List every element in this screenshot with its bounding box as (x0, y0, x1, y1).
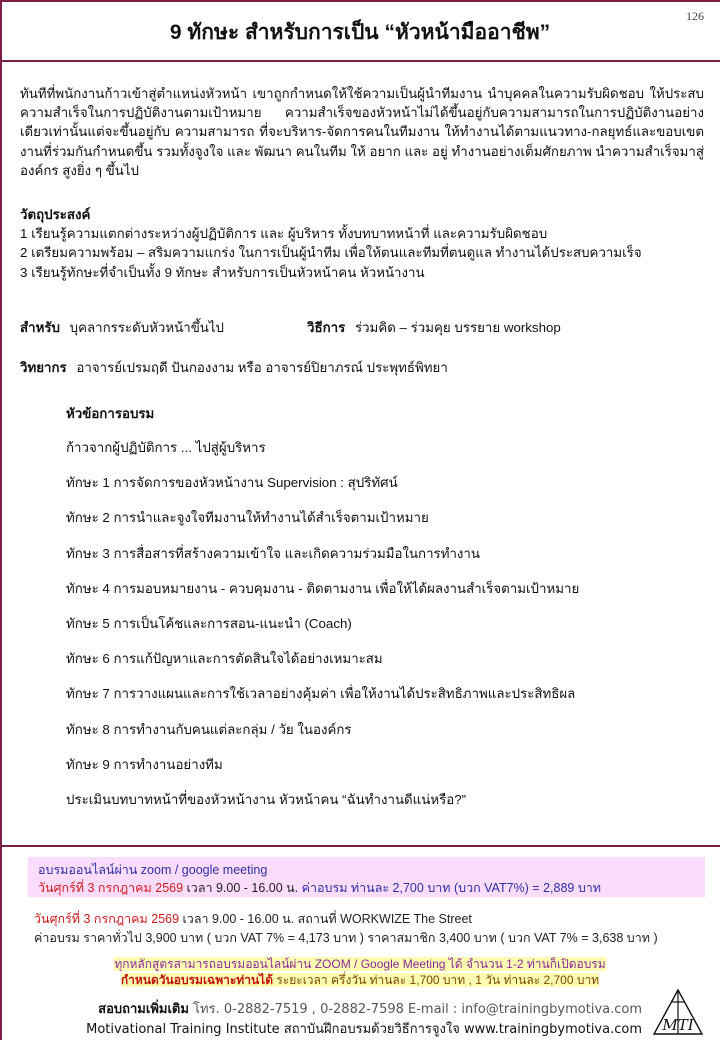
topic-item: ทักษะ 9 การทำงานอย่างทีม (66, 756, 223, 772)
topic-item: ทักษะ 8 การทำงานกับคนแต่ละกลุ่ม / วัย ในองค์กร (66, 721, 352, 737)
topic-item: ทักษะ 1 การจัดการของหัวหน้างาน Supervision : สุปริทัศน์ (66, 475, 398, 491)
onsite-fee: ค่าอบรม ราคาทั่วไป 3,900 บาท ( บวก VAT 7% = 4,173 บาท ) ราคาสมาชิก 3,400 บาท ( บวก VAT 7% = 3,638 บาท ) (34, 931, 658, 945)
online-date: วันศุกร์ที่ 3 กรกฎาคม 2569 (38, 881, 184, 895)
audience-label: สำหรับ (20, 320, 60, 335)
topic-item: ทักษะ 2 การนำและจูงใจทีมงานให้ทำงานได้สำเร็จตามเป้าหมาย (66, 510, 429, 526)
topic-item: ประเมินบทบาทหน้าที่ของหัวหน้างาน หัวหน้าคน “ฉันทำงานดีแน่หรือ?” (66, 791, 467, 807)
page-number: 126 (686, 9, 704, 23)
promo-line-2: ระยะเวลา ครึ่งวัน ท่านละ 1,700 บาท , 1 วัน ท่านละ 2,700 บาท (273, 972, 600, 987)
audience-row (20, 317, 224, 338)
speaker-label: วิทยากร (20, 360, 67, 375)
page-header (0, 0, 720, 60)
online-schedule (38, 878, 601, 898)
method-value: ร่วมคิด – ร่วมคุย บรรยาย workshop (354, 320, 561, 335)
promo-line-1: ทุกหลักสูตรสามารถอบรมออนไลน์ผ่าน ZOOM / Google Meeting ได้ จำนวน 1-2 ท่านก็เปิดอบรม (114, 957, 606, 971)
footer-divider (0, 845, 720, 847)
institute-line[interactable]: Motivational Training Institute สถาบันฝึกอบรมด้วยวิธีการจูงใจ www.trainingbymotiva.com (86, 1022, 642, 1037)
contact-footer (86, 1000, 642, 1040)
promo-highlight: กำหนดวันอบรมเฉพาะท่านได้ (120, 972, 273, 987)
onsite-time-location: เวลา 9.00 - 16.00 น. สถานที่ WORKWIZE The Street (179, 912, 472, 926)
topic-item: ทักษะ 6 การแก้ปัญหาและการตัดสินใจได้อย่างเหมาะสม (66, 651, 383, 667)
page-title: 9 ทักษะ สำหรับการเป็น “หัวหน้ามืออาชีพ” (169, 21, 551, 44)
onsite-training-info (34, 910, 658, 948)
topics-section (66, 403, 706, 825)
objectives-heading: วัตถุประสงค์ (20, 207, 91, 222)
topic-item: ทักษะ 3 การสื่อสารที่สร้างความเข้าใจ และเกิดความร่วมมือในการทำงาน (66, 545, 480, 561)
method-label: วิธีการ (307, 320, 346, 335)
online-title: อบรมออนไลน์ผ่าน zoom / google meeting (38, 863, 268, 877)
topic-item: ทักษะ 5 การเป็นโค้ชและการสอน-แนะนำ (Coach) (66, 615, 352, 631)
svg-text:MTI: MTI (662, 1016, 694, 1034)
topic-item: ก้าวจากผู้ปฏิบัติการ ... ไปสู่ผู้บริหาร (66, 440, 266, 455)
online-training-box (28, 857, 705, 897)
promo-notice (60, 957, 660, 988)
speaker-value: อาจารย์เปรมฤดี ปันกองงาม หรือ อาจารย์ปิยาภรณ์ ประพุทธ์พิทยา (76, 360, 448, 375)
topics-heading: หัวข้อการอบรม (66, 406, 155, 421)
onsite-schedule (34, 910, 658, 929)
speaker-row (20, 357, 448, 378)
frame-left-border (0, 0, 2, 1040)
contact-phone-email[interactable]: โทร. 0-2882-7519 , 0-2882-7598 E-mail : info@trainingbymotiva.com (188, 1002, 642, 1017)
online-time: เวลา 9.00 - 16.00 น. (183, 881, 299, 895)
method-row (307, 317, 561, 338)
online-fee: ค่าอบรม ท่านละ 2,700 บาท (บวก VAT7%) = 2,889 บาท (298, 881, 602, 895)
topic-item: ทักษะ 4 การมอบหมายงาน - ควบคุมงาน - ติดตามงาน เพื่อให้ได้ผลงานสำเร็จตามเป้าหมาย (66, 580, 580, 596)
objective-item: 2 เตรียมความพร้อม – สริมความแกร่ง ในการเป็นผู้นำทีม เพื่อให้ตนและทีมที่ตนดูแล ทำงานได้ประสบความเร็จ (20, 245, 642, 261)
objective-item: 3 เรียนรู้ทักษะที่จำเป็นทั้ง 9 ทักษะ สำหรับการเป็นหัวหน้าคน หัวหน้างาน (20, 264, 425, 280)
intro-paragraph: ทันทีที่พนักงานก้าวเข้าสู่ตำแหน่งหัวหน้า เขาถูกกำหนดให้ใช้ความเป็นผู้นำทีมงาน นำบุคคลในความรับผิดชอบ ให้ประสบความสำเร็จในการปฏิบัติงานตามเป้าหมาย ความสำเร็จของหัวหน้าไม่ได้ขึ้นอยู่กับความสามารถในการปฏิบัติงานอย่างเดียวเท่านั้นแต่จะขึ้นอยู่กับ ความสามารถ ที่จะบริหาร-จัดการคนในทีมงาน ให้ทำงานได้ตามแนวทาง-กลยุทธ์และขอบเขตงานที่ร่วมกันกำหนดขึ้น รวมทั้งจูงใจ และ พัฒนา คนในทีม ให้ อยาก และ อยู่ ทำงานอย่างเต็มศักยภาพ นำความสำเร็จมาสู่องค์กร สูงยิ่ง ๆ ขึ้นไป (20, 86, 704, 178)
onsite-date: วันศุกร์ที่ 3 กรกฎาคม 2569 (34, 912, 180, 926)
contact-label: สอบถามเพิ่มเติม (98, 1002, 189, 1017)
objective-item: 1 เรียนรู้ความแตกต่างระหว่างผู้ปฏิบัติการ และ ผู้บริหาร ทั้งบทบาทหน้าที่ และความรับผิดชอบ (20, 226, 548, 242)
audience-value: บุคลากรระดับหัวหน้าขึ้นไป (69, 320, 225, 335)
objectives-section (20, 205, 710, 282)
header-divider (0, 60, 720, 62)
mti-logo-icon (652, 988, 704, 1036)
topic-item: ทักษะ 7 การวางแผนและการใช้เวลาอย่างคุ้มค่า เพื่อให้งานได้ประสิทธิภาพและประสิทธิผล (66, 686, 576, 702)
